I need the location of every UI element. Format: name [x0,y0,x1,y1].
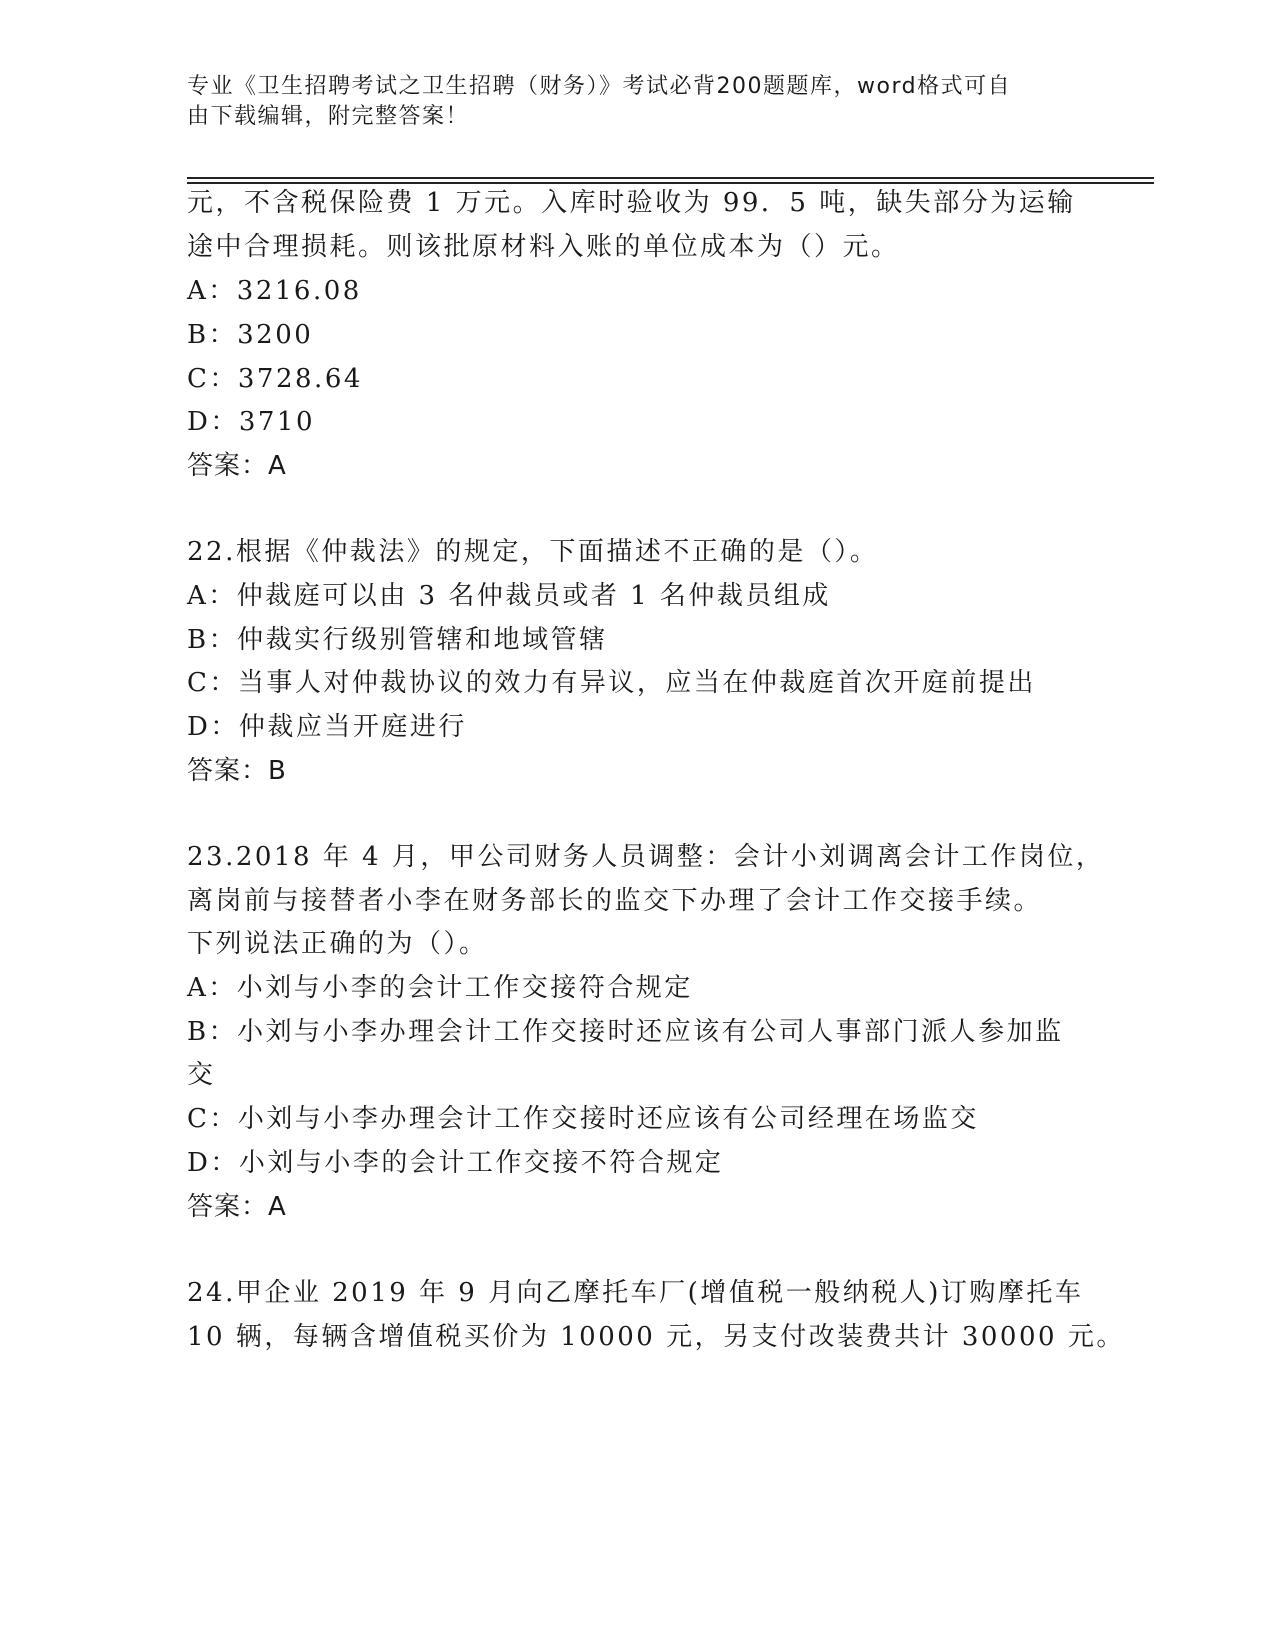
question-stem-line: 元，不含税保险费 1 万元。入库时验收为 99．5 吨，缺失部分为运输 [187,188,1076,218]
question-stem-line: 23.2018 年 4 月，甲公司财务人员调整：会计小刘调离会计工作岗位， [187,842,1105,872]
option-a: A：仲裁庭可以由 3 名仲裁员或者 1 名仲裁员组成 [187,581,831,611]
question-stem-line: 下列说法正确的为（）。 [187,929,488,959]
option-d: D：仲裁应当开庭进行 [187,712,467,742]
header-line: 由下载编辑，附完整答案！ [187,104,470,129]
question-stem-line: 22.根据《仲裁法》的规定，下面描述不正确的是（）。 [187,537,879,567]
answer-line: 答案：B [187,756,287,786]
header-line: 专业《卫生招聘考试之卫生招聘（财务）》考试必背200题题库，word格式可自 [187,74,1012,99]
header-divider [187,177,1154,179]
question-stem-line: 途中合理损耗。则该批原材料入账的单位成本为（）元。 [187,232,900,262]
option-b: B：仲裁实行级别管辖和地域管辖 [187,625,608,655]
option-a: A：3216.08 [187,276,362,306]
option-c: C：3728.64 [187,364,363,394]
answer-line: 答案：A [187,451,287,481]
header-divider [187,182,1154,184]
answer-line: 答案：A [187,1192,287,1222]
option-b: B：小刘与小李办理会计工作交接时还应该有公司人事部门派人参加监 [187,1017,1064,1047]
option-c: C：小刘与小李办理会计工作交接时还应该有公司经理在场监交 [187,1104,979,1134]
question-stem-line: 24.甲企业 2019 年 9 月向乙摩托车厂(增值税一般纳税人)订购摩托车 [187,1278,1084,1308]
question-stem-line: 离岗前与接替者小李在财务部长的监交下办理了会计工作交接手续。 [187,886,1043,916]
option-c: C：当事人对仲裁协议的效力有异议，应当在仲裁庭首次开庭前提出 [187,668,1036,698]
option-d: D：3710 [187,407,316,437]
option-d: D：小刘与小李的会计工作交接不符合规定 [187,1148,724,1178]
document-header [187,72,1077,132]
option-b: B：3200 [187,320,314,350]
option-a: A：小刘与小李的会计工作交接符合规定 [187,973,693,1003]
question-stem-line: 10 辆，每辆含增值税买价为 10000 元，另支付改装费共计 30000 元。 [187,1322,1125,1352]
option-b-continued: 交 [187,1060,216,1090]
